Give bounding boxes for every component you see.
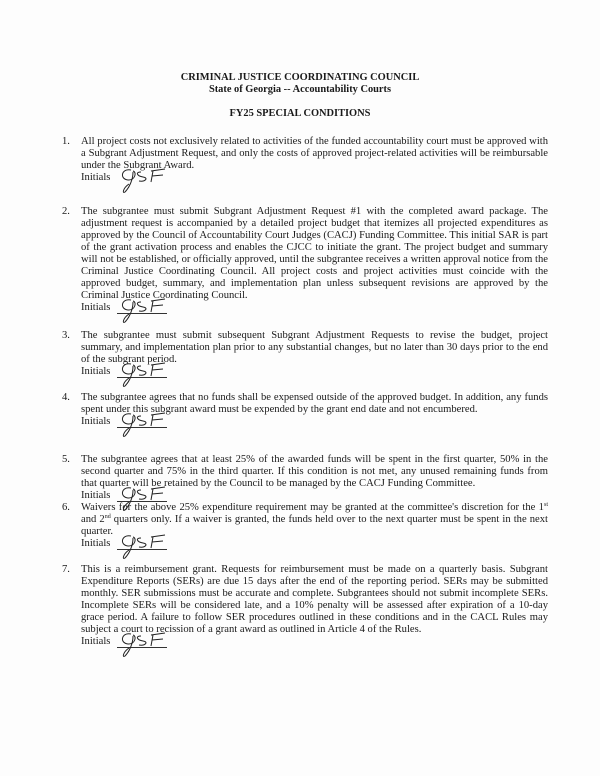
signature-icon bbox=[115, 296, 171, 324]
initials-label: Initials bbox=[81, 490, 111, 501]
initials-row bbox=[81, 172, 548, 184]
condition-text-part: quarters only. If a waiver is granted, the funds held over to the next quarter must be spent in the next quarter. bbox=[81, 514, 548, 537]
signature-icon bbox=[115, 410, 171, 438]
condition-text: This is a reimbursement grant. Requests for reimbursement must be made on a quarterly basis. Subgrant Expenditure Reports (SERs) are due 15 days after the end of the reporting period. SERs may be submitted monthly. SER submissions must be accurate and complete. Subgrantees should not submit incomplete SERs. Incomplete SERs will be considered late, and a 10% penalty will be assessed after expiration of a 10-day grace period. A failure to follow SER procedures outlined in these conditions and in the CACL Rules may subject a court to recission of a grant award as outlined in Article 4 of the Rules. bbox=[81, 564, 548, 635]
condition-item-4 bbox=[62, 392, 548, 428]
condition-item-5 bbox=[62, 454, 548, 502]
condition-item-1 bbox=[62, 136, 548, 184]
condition-text-part: Waivers for the above 25% expenditure requirement may be granted at the committee's discretion for the 1 bbox=[81, 502, 544, 513]
subtitle-heading: State of Georgia -- Accountability Courts bbox=[208, 84, 392, 95]
initials-label: Initials bbox=[81, 302, 111, 313]
ordinal-suffix: st bbox=[543, 502, 548, 508]
initials-row bbox=[81, 490, 548, 502]
condition-number: 4. bbox=[62, 392, 70, 403]
initials-label: Initials bbox=[81, 366, 111, 377]
initials-label: Initials bbox=[81, 538, 111, 549]
condition-text-part: and 2 bbox=[81, 514, 105, 525]
initials-label: Initials bbox=[81, 636, 111, 647]
signature-icon bbox=[115, 630, 171, 658]
initials-row bbox=[81, 302, 548, 314]
initials-row bbox=[81, 416, 548, 428]
initials-row bbox=[81, 538, 548, 550]
condition-number: 1. bbox=[62, 136, 70, 147]
initials-label: Initials bbox=[81, 172, 111, 183]
initials-row bbox=[81, 366, 548, 378]
document-title: FY25 SPECIAL CONDITIONS bbox=[229, 108, 371, 119]
condition-text: The subgrantee agrees that at least 25% of the awarded funds will be spent in the first quarter, 50% in the second quarter and 75% in the third quarter. If this condition is not met, any unused remaining funds from that quarter will be retained by the Council to be managed by the CACJ Funding Committee. bbox=[81, 454, 548, 489]
condition-text: The subgrantee must submit subsequent Subgrant Adjustment Requests to revise the budget, project summary, and implementation plan prior to any substantial changes, but no later than 30 days prior to the end of the subgrant period. bbox=[81, 330, 548, 365]
condition-number: 2. bbox=[62, 206, 70, 217]
condition-item-2 bbox=[62, 206, 548, 314]
condition-number: 6. bbox=[62, 502, 70, 513]
initials-row bbox=[81, 636, 548, 648]
condition-text: The subgrantee must submit Subgrant Adjustment Request #1 with the completed award package. The adjustment request is accompanied by a detailed project budget that itemizes all projected expenditures as approved by the Council of Accountability Court Judges (CACJ) Funding Committee. This initial SAR is part of the grant activation process and enables the CJCC to initiate the grant. The project budget and summary will not be established, or officially approved, until the subgrantee receives a written approval notice from the Criminal Justice Coordinating Council. All project costs and project activities must coincide with the approved budget, summary, and implementation plan unless subsequent revisions are approved by the Criminal Justice Coordinating Council. bbox=[81, 206, 548, 301]
signature-icon bbox=[115, 532, 171, 560]
condition-item-6 bbox=[62, 502, 548, 550]
ordinal-suffix: nd bbox=[104, 514, 111, 520]
condition-text: The subgrantee agrees that no funds shall be expensed outside of the approved budget. In addition, any funds spent under this subgrant award must be expended by the grant end date and not encumbered. bbox=[81, 392, 548, 415]
condition-number: 5. bbox=[62, 454, 70, 465]
initials-label: Initials bbox=[81, 416, 111, 427]
condition-number: 7. bbox=[62, 564, 70, 575]
organization-heading: CRIMINAL JUSTICE COORDINATING COUNCIL bbox=[180, 72, 420, 83]
signature-icon bbox=[115, 360, 171, 388]
signature-icon bbox=[115, 166, 171, 194]
condition-text: All project costs not exclusively related to activities of the funded accountability court must be approved with a Subgrant Adjustment Request, and only the costs of approved project-related activities will be reimbursable under the Subgrant Award. bbox=[81, 136, 548, 171]
condition-number: 3. bbox=[62, 330, 70, 341]
condition-item-7 bbox=[62, 564, 548, 648]
condition-item-3 bbox=[62, 330, 548, 378]
